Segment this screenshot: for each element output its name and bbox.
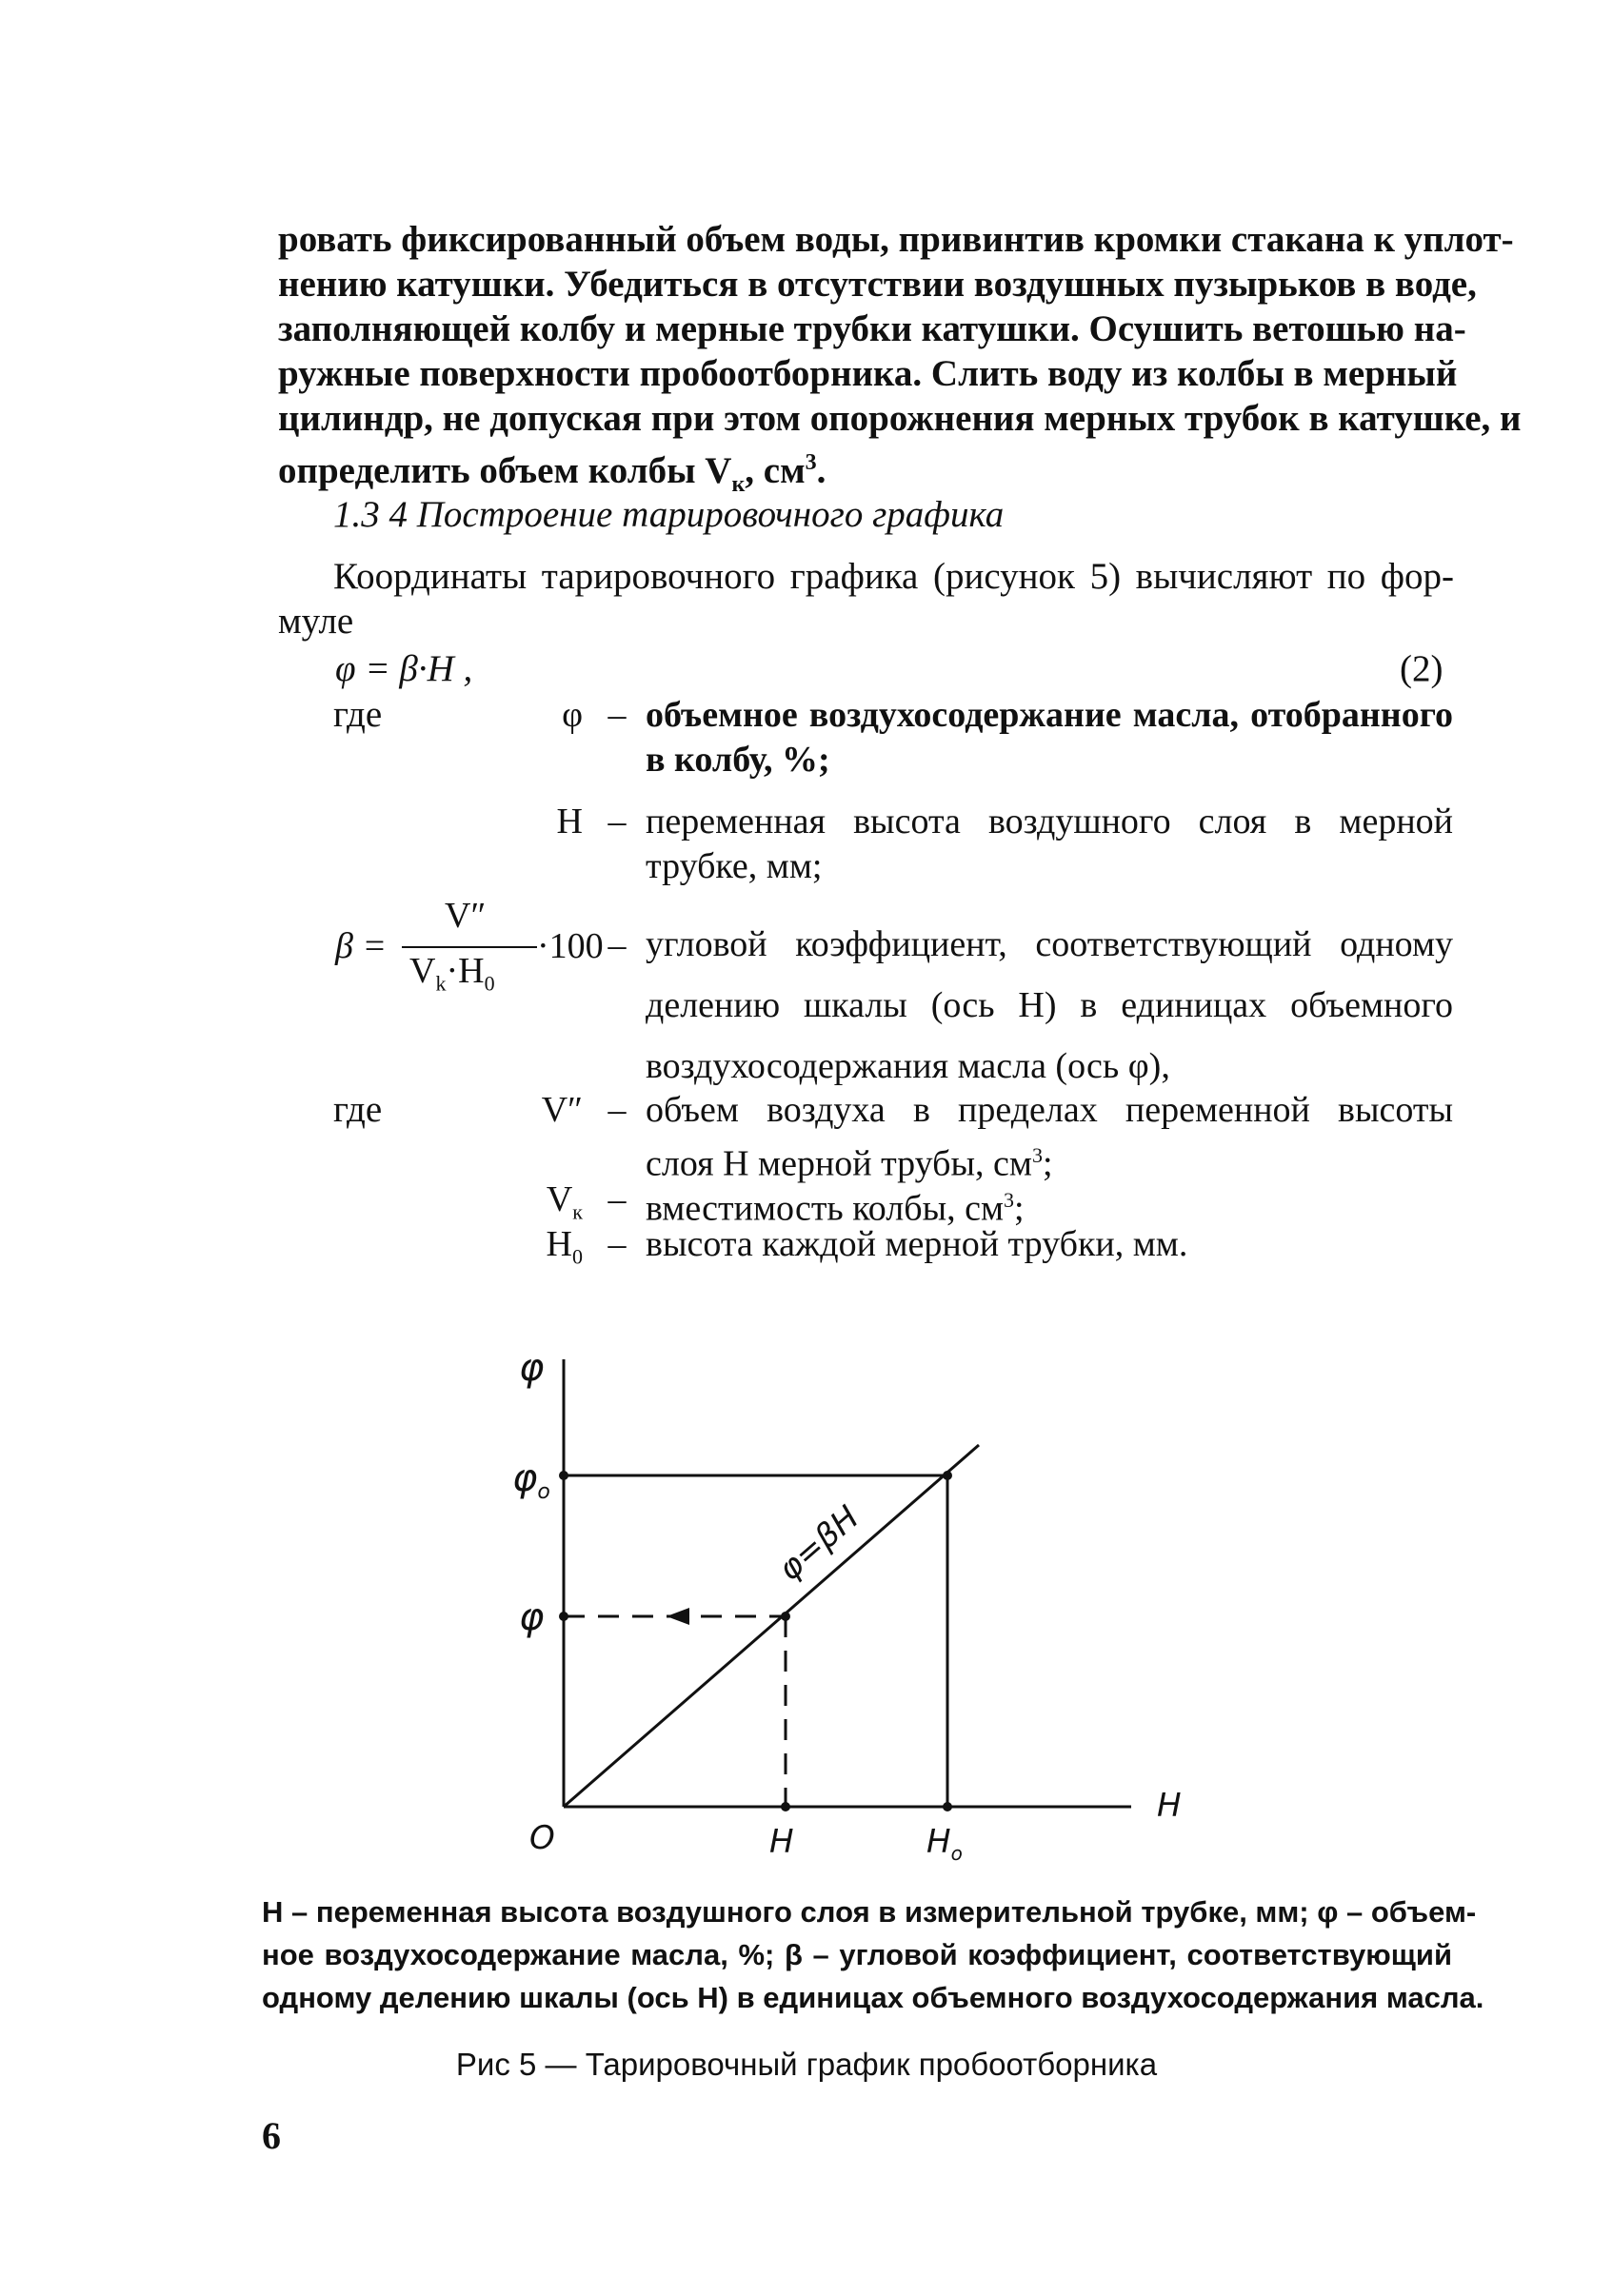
h0-sub: o [950, 1842, 963, 1865]
definition-tail: ; [1014, 1188, 1025, 1229]
h0-tick [943, 1802, 952, 1811]
definition-line: вместимость колбы, см [646, 1188, 1005, 1229]
definition-symbol: V″ [541, 1090, 583, 1130]
definition-symbol: V [546, 1179, 573, 1219]
definition-line: объемное воздухосодержание масла, отобранного [646, 695, 1453, 735]
h0-label [926, 1823, 963, 1865]
definition-sup: 3 [1004, 1188, 1015, 1212]
definition-dash: – [607, 925, 627, 965]
denom-v: V [409, 951, 436, 991]
definition-dash: – [607, 695, 627, 735]
definition-line: угловой коэффициент, соответствующий одному [646, 924, 1453, 964]
beta-numerator: V″ [445, 896, 487, 936]
figure-title: Рис 5 — Тарировочный график пробоотборника [455, 2047, 1158, 2082]
origin-label: O [529, 1819, 555, 1857]
h-label: H [769, 1823, 794, 1861]
beta-multiplier: ·100 [537, 926, 604, 966]
line-equation-label: φ=βH [770, 1498, 867, 1589]
definition-line: высота каждой мерной трубки, мм. [646, 1224, 1188, 1264]
phi-label: φ [519, 1595, 545, 1639]
caption-line: ное воздухосодержание масла, %; β – угловой коэффициент, соответствующий [262, 1938, 1452, 1971]
definition-line: переменная высота воздушного слоя в мерной [646, 802, 1453, 841]
definition-dash: – [607, 1224, 627, 1264]
arrow-head [667, 1608, 689, 1625]
intro-line: ровать фиксированный объем воды, привинтив кромки стакана к уплот- [278, 219, 1514, 260]
where-label: где [333, 1089, 383, 1130]
intro-line: цилиндр, не допуская при этом опорожнения мерных трубок в катушке, и [278, 398, 1522, 439]
definition-symbol: H [556, 802, 583, 841]
phi-tick [559, 1612, 568, 1621]
definition-line: слоя H мерной трубы, см [646, 1143, 1032, 1184]
phi0-tick [559, 1471, 568, 1480]
working-point [781, 1612, 790, 1621]
intro-tail: , см [745, 450, 806, 491]
definition-line: объем воздуха в пределах переменной высоты [646, 1090, 1453, 1130]
intro-sup: 3 [805, 450, 817, 475]
definition-dash: – [607, 1090, 627, 1130]
definition-sup: 3 [1031, 1143, 1043, 1167]
figure-caption [262, 1890, 1484, 2019]
definition-line: трубке, мм; [646, 846, 823, 886]
caption-line: H – переменная высота воздушного слоя в измерительной трубке, мм; φ – объем- [262, 1895, 1477, 1929]
denom-0: 0 [484, 971, 495, 996]
definition-symbol-sub: 0 [572, 1244, 583, 1269]
corner-point [943, 1471, 952, 1480]
x-axis-label: H [1157, 1787, 1182, 1825]
intro-line: нению катушки. Убедиться в отсутствии воздушных пузырьков в воде, [278, 264, 1477, 305]
intro-last-text: определить объем колбы V [278, 450, 732, 491]
formula-main: φ = β·H , [335, 648, 473, 689]
calibration-line [564, 1445, 979, 1807]
phi0-sub: o [537, 1480, 550, 1504]
definition-line: воздухосодержания масла (ось φ), [646, 1046, 1170, 1086]
definition-symbol-sub: к [572, 1199, 583, 1224]
intro-sub: к [731, 471, 746, 497]
definition-symbol: H [546, 1224, 572, 1264]
page-number: 6 [262, 2114, 281, 2157]
definition-symbol: φ [562, 695, 583, 735]
definition-dash: – [607, 1179, 627, 1219]
caption-line: одному делению шкалы (ось H) в единицах объемного воздухосодержания масла. [262, 1981, 1484, 2014]
definition-tail: ; [1042, 1143, 1053, 1184]
intro-line: ружные поверхности пробоотборника. Слить воду из колбы в мерный [278, 353, 1458, 394]
formula-intro-line: муле [278, 601, 354, 642]
phi0-symbol: φ [512, 1456, 538, 1500]
definition-line: в колбу, %; [646, 740, 830, 780]
beta-lhs: β = [335, 926, 388, 966]
denom-dot: · [446, 951, 459, 991]
h0-symbol: H [926, 1823, 951, 1861]
y-axis-label: φ [519, 1346, 545, 1390]
intro-end: . [816, 450, 826, 491]
formula-number: (2) [1400, 648, 1444, 689]
denom-k: k [435, 971, 447, 996]
phi0-label [512, 1456, 550, 1504]
section-heading: 1.3 4 Построение тарировочного графика [333, 494, 1005, 535]
h-tick [781, 1802, 790, 1811]
formula-intro-line: Координаты тарировочного графика (рисунок 5) вычисляют по фор- [333, 556, 1454, 597]
where-label: где [333, 694, 383, 735]
intro-line: заполняющей колбу и мерные трубки катушки. Осушить ветошью на- [278, 308, 1466, 349]
definition-dash: – [607, 802, 627, 841]
definition-line: делению шкалы (ось H) в единицах объемного [646, 985, 1453, 1025]
denom-h: H [458, 951, 485, 991]
